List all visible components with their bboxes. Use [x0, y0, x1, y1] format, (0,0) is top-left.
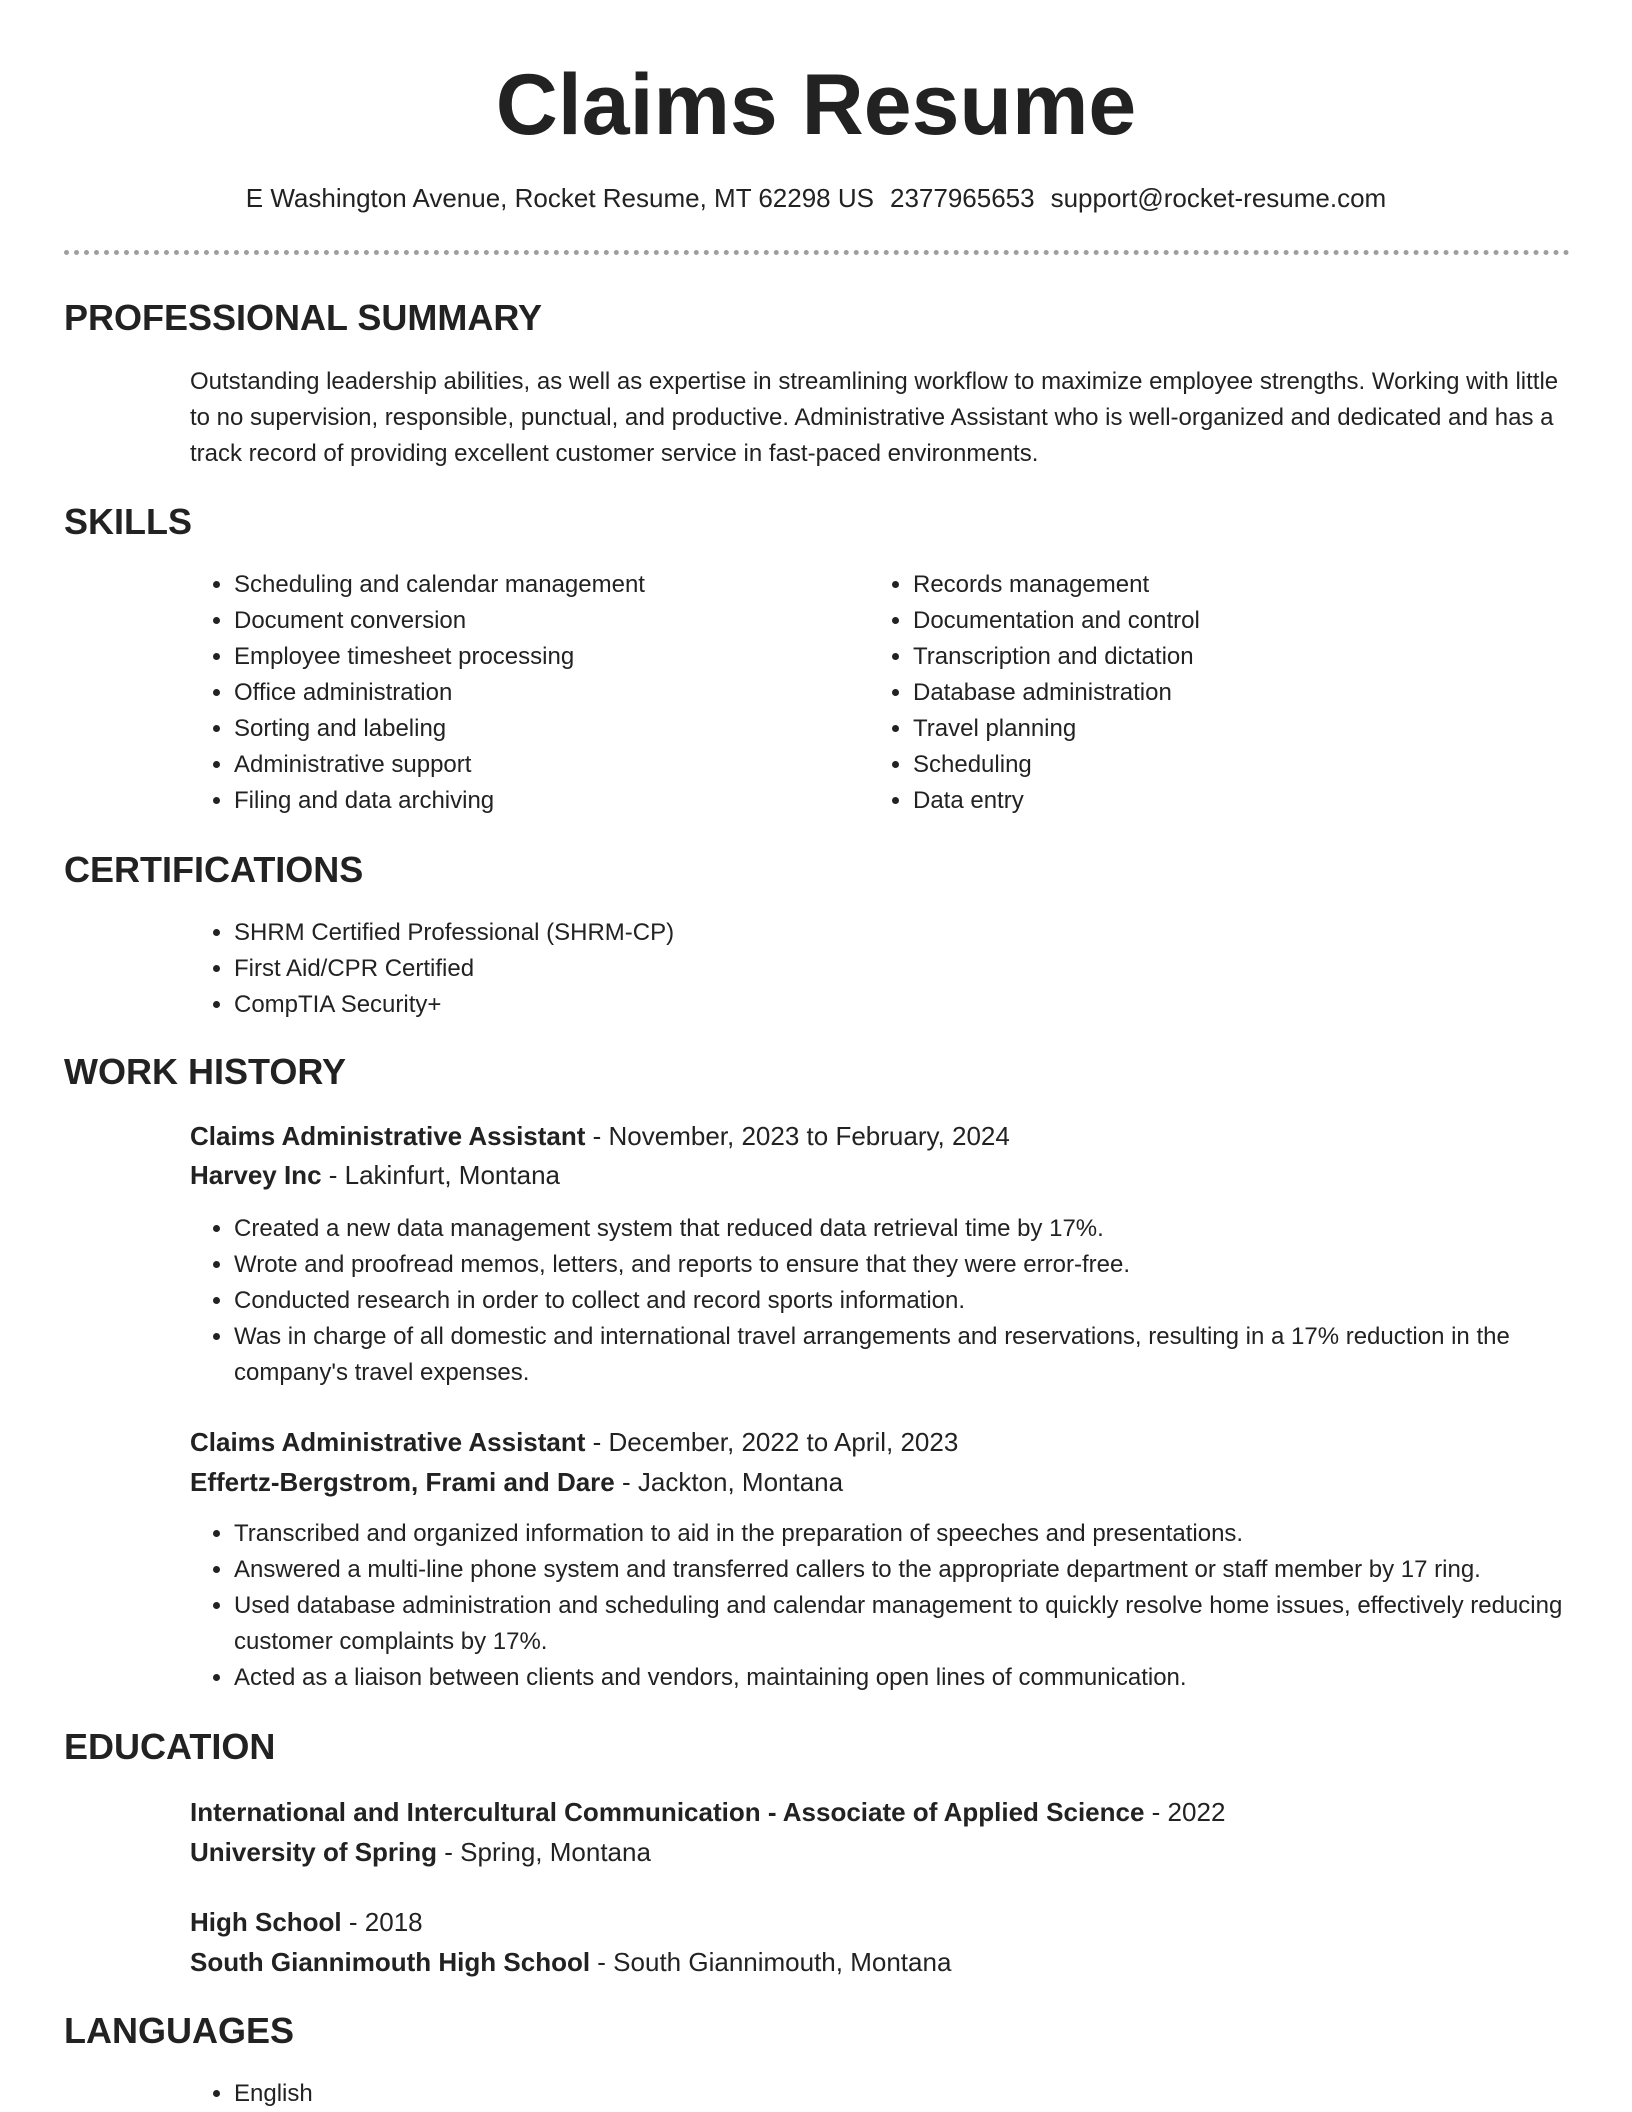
education-degree-line: [190, 1904, 423, 1940]
skills-list-left: [190, 567, 854, 819]
job-title: Claims Administrative Assistant: [190, 1121, 586, 1151]
job-title-line: [190, 1118, 1010, 1154]
resume-title: Claims Resume: [495, 57, 1137, 153]
job-bullet: • Used database administration and scheduling and calendar management to quickly resolve home issues, effectively reducing customer complaints by 17%.: [234, 1588, 1614, 1660]
skill-item: • Data entry: [913, 783, 1533, 819]
job-bullet: • Was in charge of all domestic and international travel arrangements and reservations, resulting in a 17% reduction in the company's travel expenses.: [234, 1319, 1614, 1391]
job-title-line: [190, 1424, 958, 1460]
contact-phone: 2377965653: [889, 183, 1035, 213]
job-company-line: [190, 1464, 843, 1500]
certifications-heading: CERTIFICATIONS: [64, 849, 364, 890]
skill-item: • Document conversion: [234, 603, 854, 639]
skill-item: • Scheduling and calendar management: [234, 567, 854, 603]
skill-item: • Documentation and control: [913, 603, 1533, 639]
languages-heading: LANGUAGES: [64, 2010, 295, 2051]
skill-item: • Administrative support: [234, 747, 854, 783]
job-dates: - December, 2022 to April, 2023: [585, 1427, 959, 1457]
job-bullet: • Transcribed and organized information to aid in the preparation of speeches and presentations.: [234, 1516, 1614, 1552]
certification-item: • SHRM Certified Professional (SHRM-CP): [234, 915, 1614, 951]
language-item: • English: [234, 2076, 1614, 2112]
header-divider: [64, 250, 1570, 255]
education-heading: EDUCATION: [64, 1726, 276, 1767]
education-school-line: [190, 1944, 951, 1980]
education-year: - 2022: [1144, 1797, 1226, 1827]
certifications-list: [190, 915, 1614, 1023]
job-bullets: [190, 1211, 1614, 1391]
skill-item: • Transcription and dictation: [913, 639, 1533, 675]
job-bullet: • Answered a multi-line phone system and transferred callers to the appropriate department or staff member by 17 ring.: [234, 1552, 1614, 1588]
education-year: - 2018: [341, 1907, 423, 1937]
job-company: Effertz-Bergstrom, Frami and Dare: [190, 1467, 615, 1497]
job-company-line: [190, 1157, 560, 1193]
education-school: South Giannimouth High School: [190, 1947, 591, 1977]
job-bullet: • Created a new data management system that reduced data retrieval time by 17%.: [234, 1211, 1614, 1247]
job-location: - Jackton, Montana: [614, 1467, 844, 1497]
contact-email: support@rocket-resume.com: [1050, 183, 1387, 213]
certification-item: • First Aid/CPR Certified: [234, 951, 1614, 987]
job-bullet: • Wrote and proofread memos, letters, and reports to ensure that they were error-free.: [234, 1247, 1614, 1283]
job-bullet: • Conducted research in order to collect and record sports information.: [234, 1283, 1614, 1319]
education-degree: High School: [190, 1907, 342, 1937]
job-bullet: • Acted as a liaison between clients and vendors, maintaining open lines of communication.: [234, 1660, 1614, 1696]
skill-item: • Employee timesheet processing: [234, 639, 854, 675]
job-dates: - November, 2023 to February, 2024: [585, 1121, 1010, 1151]
education-degree-line: [190, 1794, 1225, 1830]
certification-item: • CompTIA Security+: [234, 987, 1614, 1023]
contact-address: E Washington Avenue, Rocket Resume, MT 62298 US: [245, 183, 874, 213]
contact-line: [0, 180, 1632, 216]
skill-item: • Travel planning: [913, 711, 1533, 747]
job-bullets: [190, 1516, 1614, 1696]
job-location: - Lakinfurt, Montana: [321, 1160, 560, 1190]
job-company: Harvey Inc: [190, 1160, 322, 1190]
work-history-heading: WORK HISTORY: [64, 1051, 347, 1092]
skill-item: • Database administration: [913, 675, 1533, 711]
education-location: - South Giannimouth, Montana: [590, 1947, 952, 1977]
summary-text: Outstanding leadership abilities, as well as expertise in streamlining workflow to maximize employee strengths. Working with little to no supervision, responsible, punctual, and productive. Administrative Assistant who is well-organized and dedicated and has a track record of providing excellent customer service in fast-paced environments.: [190, 368, 1559, 467]
education-school-line: [190, 1834, 651, 1870]
education-school: University of Spring: [190, 1837, 438, 1867]
job-title: Claims Administrative Assistant: [190, 1427, 586, 1457]
education-degree: International and Intercultural Communication - Associate of Applied Science: [190, 1797, 1145, 1827]
skill-item: • Scheduling: [913, 747, 1533, 783]
skill-item: • Records management: [913, 567, 1533, 603]
skill-item: • Sorting and labeling: [234, 711, 854, 747]
skill-item: • Filing and data archiving: [234, 783, 854, 819]
education-location: - Spring, Montana: [437, 1837, 651, 1867]
skills-heading: SKILLS: [64, 501, 193, 542]
skills-list-right: [869, 567, 1533, 819]
summary-heading: PROFESSIONAL SUMMARY: [64, 297, 543, 338]
languages-list: [190, 2076, 1614, 2112]
skill-item: • Office administration: [234, 675, 854, 711]
